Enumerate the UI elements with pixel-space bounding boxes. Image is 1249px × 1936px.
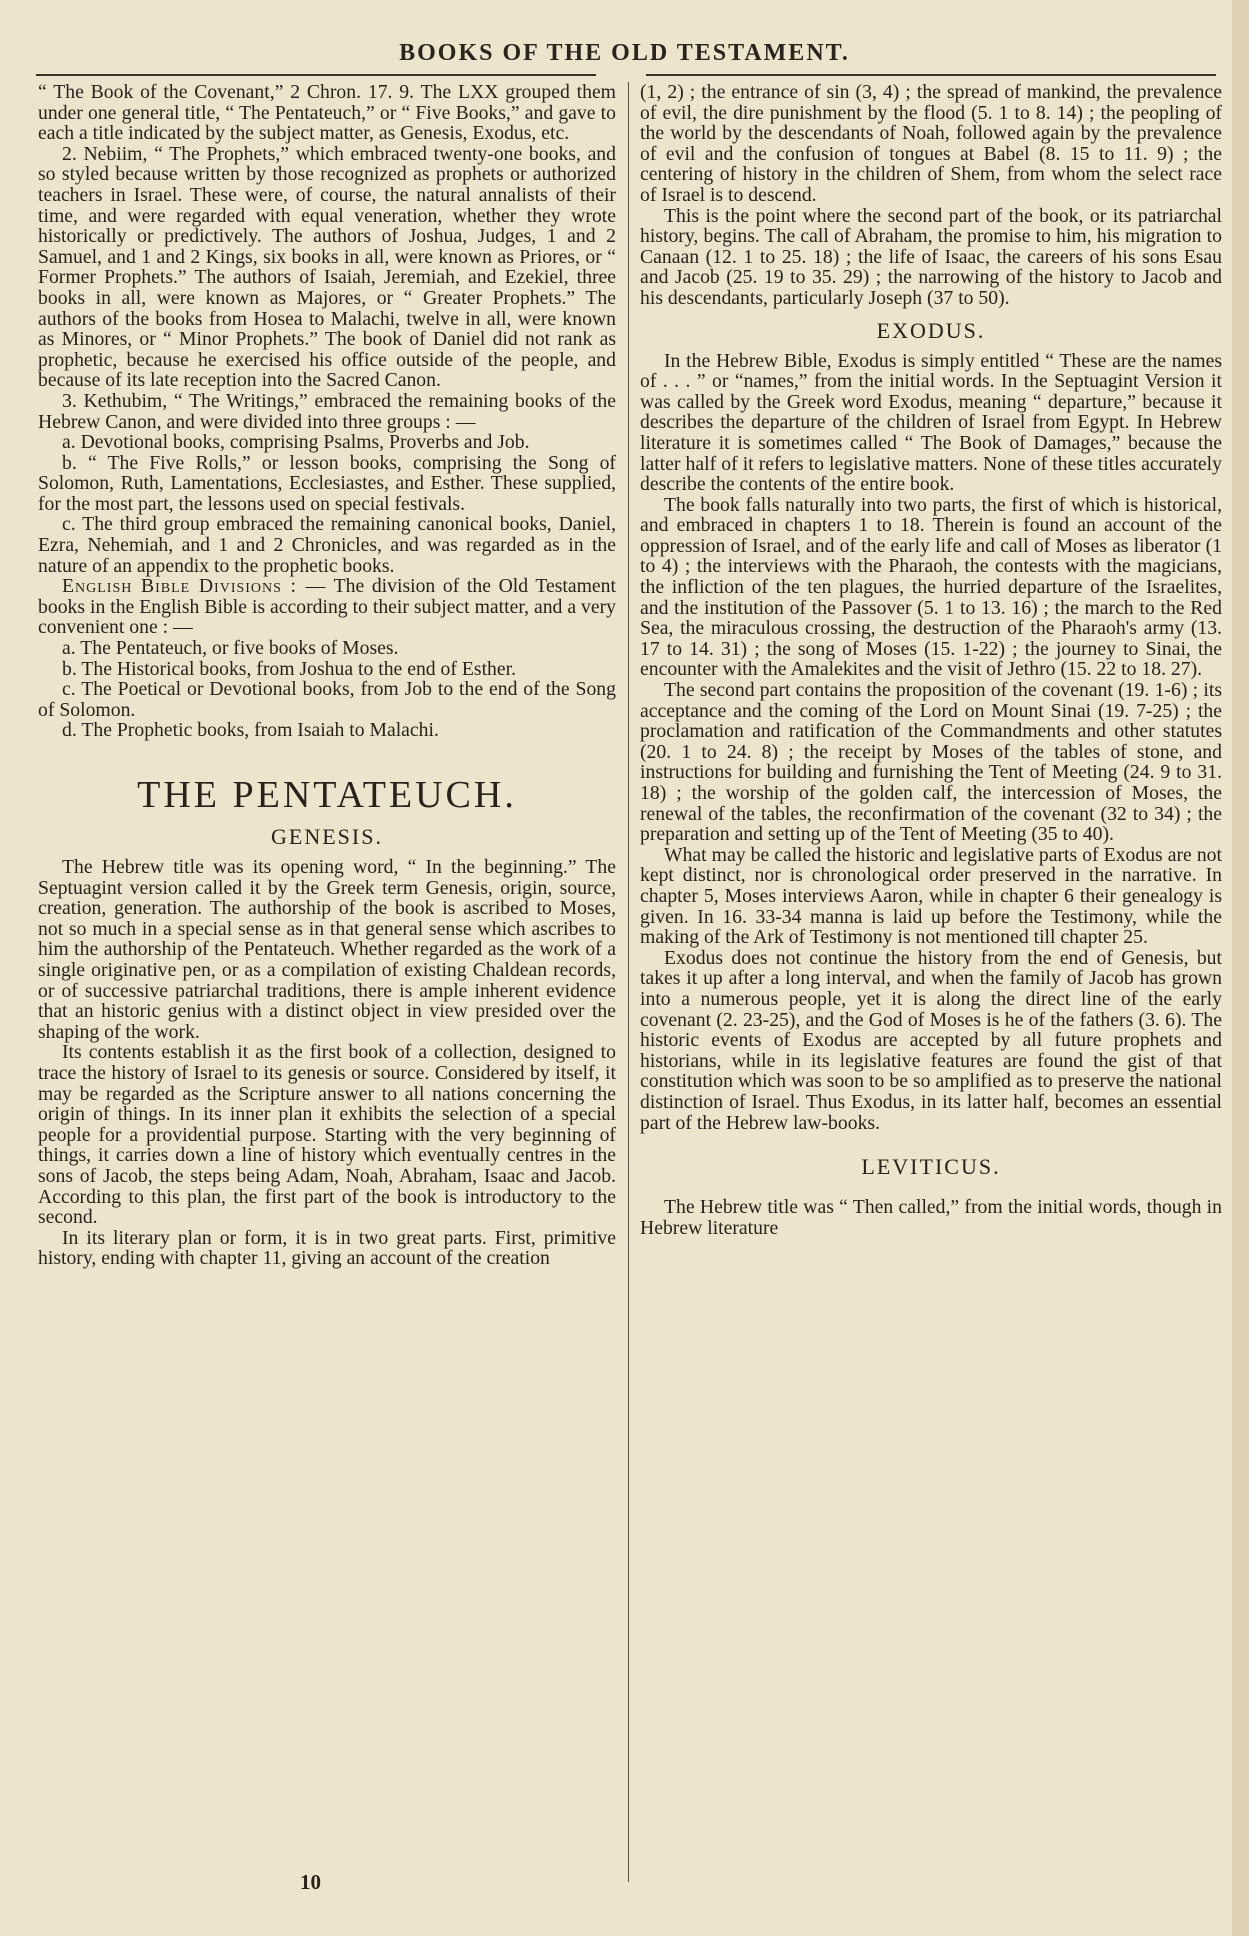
running-head: BOOKS OF THE OLD TESTAMENT.	[399, 40, 850, 66]
list-item: a. The Pentateuch, or five books of Moses.	[62, 637, 399, 660]
paragraph: Its contents establish it as the first book of a collection, designed to trace the history of Israel to its genesis or source. Considered by itself, it may be regarded as the Scripture answer to all nations concerning the origin of things. In its inner plan it exhibits the selection of a special people for a providential purpose. Starting with the very beginning of things, it carries down a line of history which eventually centres in the sons of Jacob, the steps being Adam, Noah, Abraham, Isaac and Jacob. According to this plan, the first part of the book is introductory to the second.	[38, 1041, 616, 1229]
pentateuch-heading: THE PENTATEUCH.	[137, 774, 517, 816]
list-item: d. The Prophetic books, from Isaiah to Malachi.	[62, 719, 439, 742]
paragraph: The second part contains the proposition of the covenant (19. 1-6) ; its acceptance and the coming of the Lord on Mount Sinai (19. 7-25) ; the proclamation and ratification of the Commandments and other statutes (20. 1 to 24. 8) ; the receipt by Moses of the tables of stone, and instructions for building and furnishing the Tent of Meeting (24. 9 to 31. 18) ; the worship of the golden calf, the intercession of Moses, the renewal of the tables, the reconfirmation of the covenant (32 to 34) ; the preparation and setting up of the Tent of Meeting (35 to 40).	[640, 679, 1222, 846]
paragraph: Exodus does not continue the history from the end of Genesis, but takes it up after a long interval, and when the family of Jacob has grown into a numerous people, yet it is along the direct line of the early covenant (2. 23-25), and the God of Moses is he of the fathers (3. 6). The historic events of Exodus are accepted by all future prophets and historians, while in its legislative features are found the gist of that constitution which was soon to be so amplified as to preserve the national distinction of Israel. Thus Exodus, in its latter half, becomes an essential part of the Hebrew law-books.	[640, 946, 1222, 1134]
paragraph: The Hebrew title was its opening word, “ In the beginning.” The Septuagint version called it by the Greek term Genesis, origin, source, creation, generation. The authorship of the book is ascribed to Moses, not so much in a special sense as in that general sense which ascribes to him the authorship of the Pentateuch. Whether regarded as the work of a single originative pen, or as a compilation of existing Chaldean records, or of successive patriarchal traditions, there is ample inherent evidence that an historic genius with a distinct object in view presided over the shaping of the work.	[38, 856, 616, 1043]
paragraph: 2. Nebiim, “ The Prophets,” which embraced twenty-one books, and so styled because written by those recognized as prophets or authorized teachers in Israel. These were, of course, the natural annalists of their time, and were regarded with equal veneration, whether they wrote historically or predictively. The authors of Joshua, Judges, 1 and 2 Samuel, and 1 and 2 Kings, six books in all, were known as Priores, or “ Former Prophets.” The authors of Isaiah, Jeremiah, and Ezekiel, three books in all, were known as Majores, or “ Greater Prophets.” The authors of the books from Hosea to Malachi, twelve in all, were known as Minores, or “ Minor Prophets.” The book of Daniel did not rank as prophetic, because he exercised his office outside of the people, and because of its late reception into the Sacred Canon.	[38, 142, 616, 392]
page-number: 10	[300, 1870, 321, 1894]
right-column	[640, 82, 1222, 1238]
list-item: b. The Historical books, from Joshua to the end of Esther.	[62, 657, 517, 680]
head-rule-right	[646, 74, 1216, 76]
paragraph: In the Hebrew Bible, Exodus is simply entitled “ These are the names of . . . ” or “names,” from the initial words. In the Septuagint Version it was called by the Greek word Exodus, meaning “ departure,” because it describes the departure of the children of Israel from Egypt. In Hebrew literature it is sometimes called “ The Book of Damages,” because the latter half of it refers to legislative matters. None of these titles accurately describe the contents of the entire book.	[640, 349, 1222, 496]
list-item: c. The Poetical or Devotional books, from Job to the end of the Song of Solomon.	[38, 678, 616, 721]
head-rule-left	[36, 74, 596, 76]
english-divisions-text: The division of the Old Testament books in the English Bible is according to their subject matter, and a very convenient one : —	[38, 575, 616, 639]
paragraph: “ The Book of the Covenant,” 2 Chron. 17. 9. The LXX grouped them under one general title, “ The Pentateuch,” or “ Five Books,” and gave to each a title indicated by the subject matter, as Genesis, Exodus, etc.	[38, 81, 616, 145]
column-divider	[628, 82, 629, 1882]
list-item: c. The third group embraced the remaining canonical books, Daniel, Ezra, Nehemiah, and 1 and 2 Chronicles, and was regarded as in the nature of an appendix to the prophetic books.	[38, 513, 616, 577]
paragraph: This is the point where the second part of the book, or its patriarchal history, begins. The call of Abraham, the promise to him, his migration to Canaan (12. 1 to 25. 18) ; the life of Isaac, the careers of his sons Esau and Jacob (25. 19 to 35. 29) ; the narrowing of the history to Jacob and his descendants, particularly Joseph (37 to 50).	[640, 204, 1222, 309]
page-edge	[1232, 0, 1249, 1936]
english-divisions-label: English Bible Divisions : —	[62, 575, 327, 598]
genesis-heading: GENESIS.	[271, 824, 383, 849]
paragraph: The book falls naturally into two parts, the first of which is historical, and embraced in chapters 1 to 18. Therein is found an account of the oppression of Israel, and of the early life and call of Moses as liberator (1 to 4) ; the interviews with the Pharaoh, the contests with the magicians, the infliction of the ten plagues, the hurried departure of the Israelites, and the institution of the Passover (5. 1 to 13. 16) ; the march to the Red Sea, the miraculous crossing, the destruction of the Pharaoh's army (13. 17 to 14. 31) ; the song of Moses (15. 1-22) ; the journey to Sinai, the encounter with the Amalekites and the visit of Jethro (15. 22 to 18. 27).	[640, 493, 1222, 681]
paragraph: (1, 2) ; the entrance of sin (3, 4) ; the spread of mankind, the prevalence of evil, the dire punishment by the flood (5. 1 to 8. 14) ; the peopling of the world by the descendants of Noah, followed again by the prevalence of evil and the confusion of tongues at Babel (8. 15 to 11. 9) ; the centering of history in the children of Shem, from whom the select race of Israel is to descend.	[640, 81, 1222, 206]
english-divisions-paragraph	[38, 576, 616, 638]
paragraph: The Hebrew title was “ Then called,” from the initial words, though in Hebrew literature	[640, 1196, 1222, 1239]
paragraph: In its literary plan or form, it is in two great parts. First, primitive history, ending with chapter 11, giving an account of the creation	[38, 1226, 616, 1270]
left-column	[38, 82, 616, 1269]
exodus-heading: EXODUS.	[876, 317, 986, 343]
paragraph: What may be called the historic and legislative parts of Exodus are not kept distinct, nor is chronological order preserved in the narrative. In chapter 5, Moses interviews Aaron, while in chapter 6 their genealogy is given. In 16. 33-34 manna is laid up before the Testimony, while the making of the Ark of Testimony is not mentioned till chapter 25.	[640, 843, 1222, 949]
list-item: a. Devotional books, comprising Psalms, Proverbs and Job.	[62, 431, 530, 454]
paragraph: 3. Kethubim, “ The Writings,” embraced the remaining books of the Hebrew Canon, and were divided into three groups : —	[38, 389, 616, 433]
list-item: b. “ The Five Rolls,” or lesson books, comprising the Song of Solomon, Ruth, Lamentations, Ecclesiastes, and Esther. These supplied, for the most part, the lessons used on special festivals.	[38, 451, 616, 515]
leviticus-heading: LEVITICUS.	[861, 1154, 1001, 1180]
